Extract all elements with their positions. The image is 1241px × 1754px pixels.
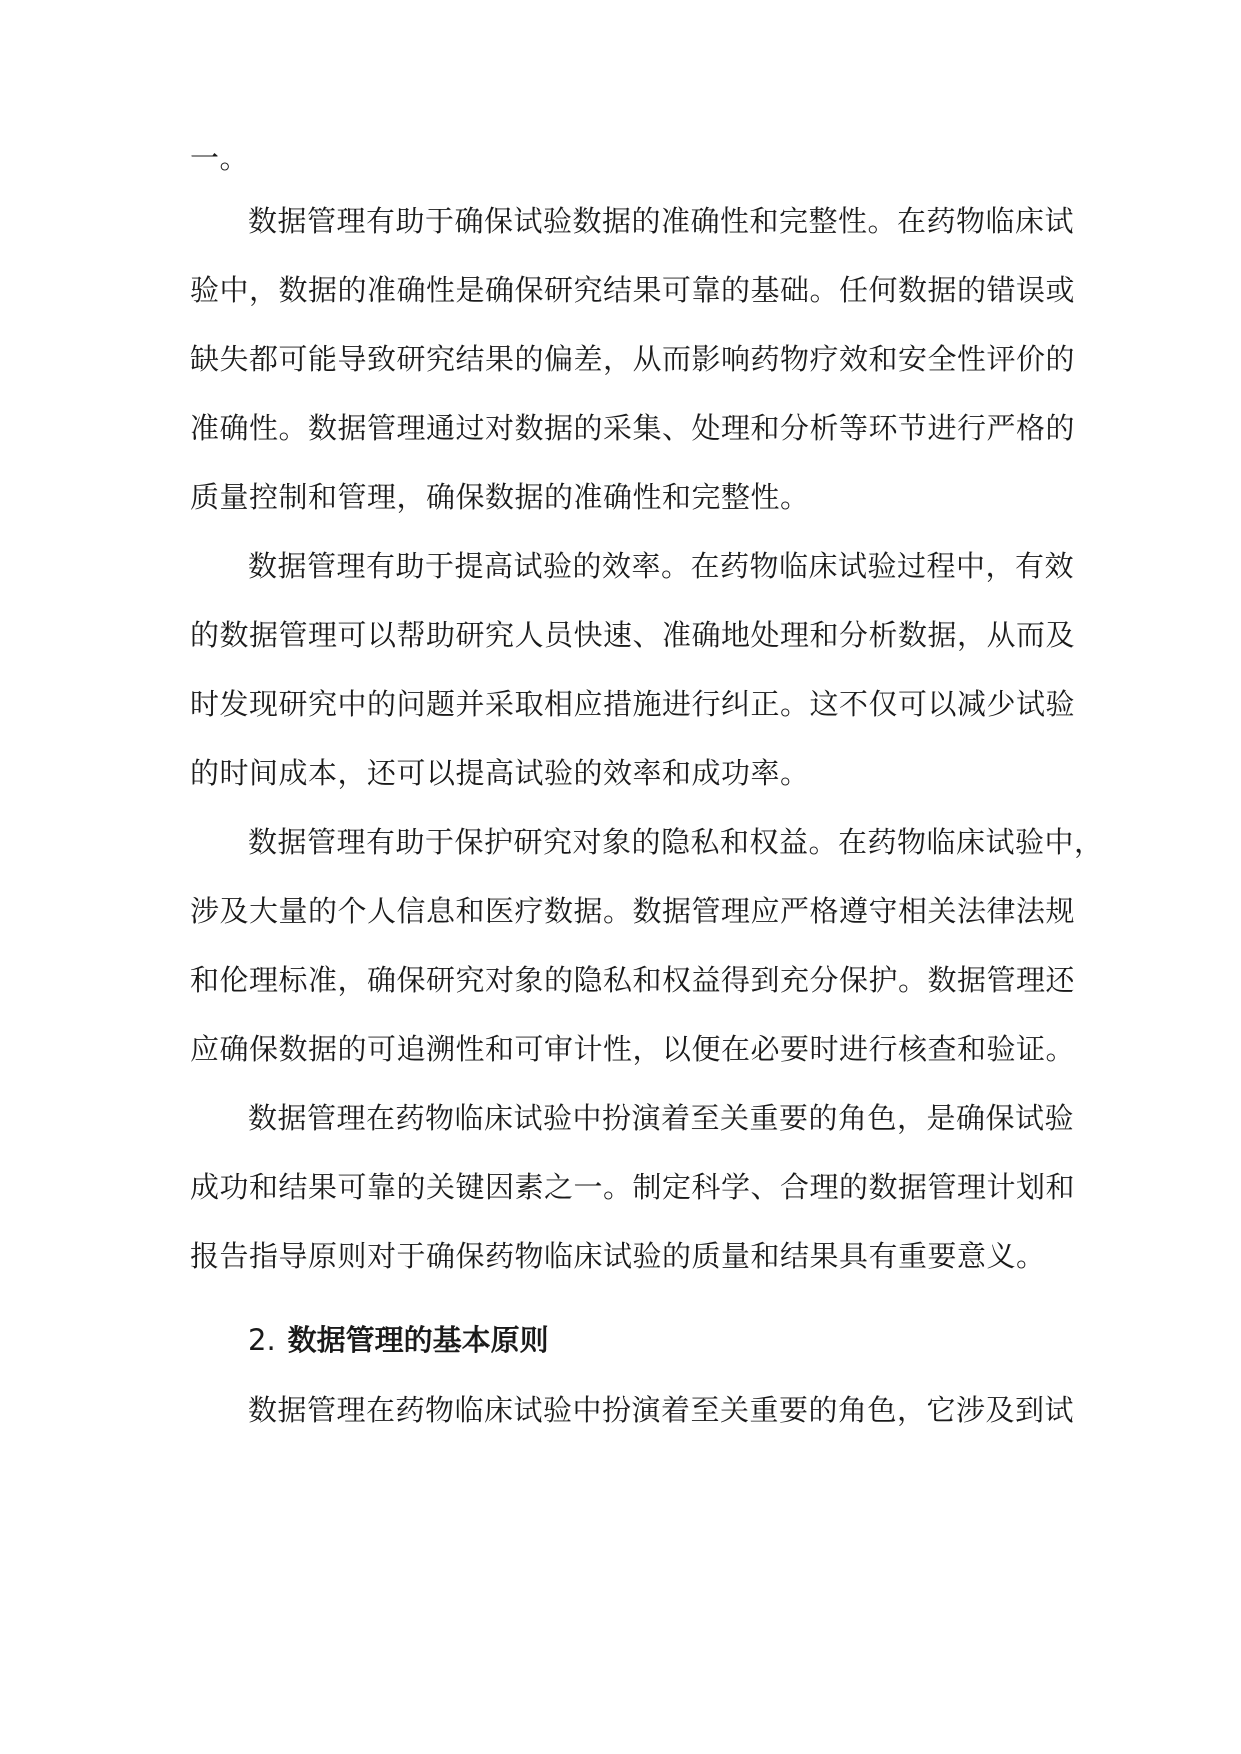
paragraph-first-line: 数据管理有助于确保试验数据的准确性和完整性。在药物临床试 [248,204,1075,238]
text-line: 一。 [190,141,250,175]
paragraph-first-line: 数据管理有助于保护研究对象的隐私和权益。在药物临床试验中， [248,825,1104,859]
text-line: 的数据管理可以帮助研究人员快速、准确地处理和分析数据，从而及 [190,618,1076,652]
text-line: 涉及大量的个人信息和医疗数据。数据管理应严格遵守相关法律法规 [190,894,1076,928]
section-number: 2. [248,1323,276,1357]
text-line: 时发现研究中的问题并采取相应措施进行纠正。这不仅可以减少试验 [190,687,1076,721]
text-line: 成功和结果可靠的关键因素之一。制定科学、合理的数据管理计划和 [190,1170,1076,1204]
section-title: 数据管理的基本原则 [287,1323,549,1357]
text-line: 验中，数据的准确性是确保研究结果可靠的基础。任何数据的错误或 [190,273,1076,307]
text-line: 的时间成本，还可以提高试验的效率和成功率。 [190,756,810,790]
paragraph-first-line: 数据管理在药物临床试验中扮演着至关重要的角色，它涉及到试 [248,1393,1075,1427]
text-line: 应确保数据的可追溯性和可审计性，以便在必要时进行核查和验证。 [190,1032,1076,1066]
paragraph-first-line: 数据管理有助于提高试验的效率。在药物临床试验过程中，有效 [248,549,1075,583]
text-line: 缺失都可能导致研究结果的偏差，从而影响药物疗效和安全性评价的 [190,342,1076,376]
section-heading [248,1320,549,1360]
paragraph-first-line: 数据管理在药物临床试验中扮演着至关重要的角色，是确保试验 [248,1101,1075,1135]
text-line: 报告指导原则对于确保药物临床试验的质量和结果具有重要意义。 [190,1239,1046,1273]
text-line: 准确性。数据管理通过对数据的采集、处理和分析等环节进行严格的 [190,411,1076,445]
text-line: 质量控制和管理，确保数据的准确性和完整性。 [190,480,810,514]
text-line: 和伦理标准，确保研究对象的隐私和权益得到充分保护。数据管理还 [190,963,1076,997]
